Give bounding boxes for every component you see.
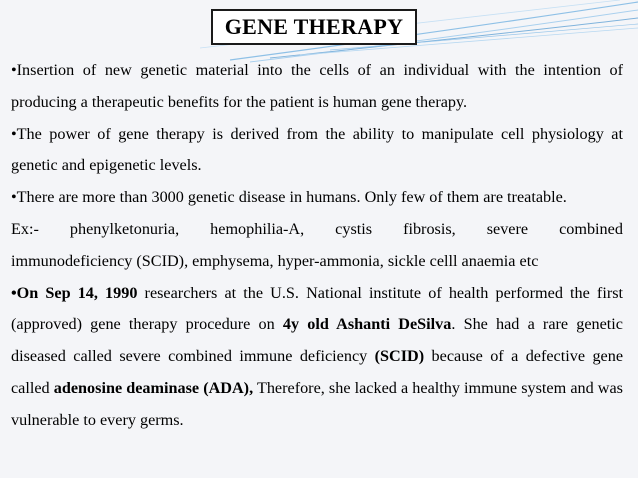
example-word: Ex:-: [11, 219, 39, 238]
scid-term: (SCID): [374, 347, 425, 366]
example-word: combined: [559, 219, 623, 238]
history-date: •On Sep 14, 1990: [11, 283, 138, 302]
examples-continued: immunodeficiency (SCID), emphysema, hyper-ammonia, sickle celll anaemia etc: [11, 251, 539, 270]
history-text: researchers at the U.S. National institute of health performed the first (approved) gene therapy procedure on: [11, 283, 624, 334]
example-word: severe: [486, 219, 529, 238]
paragraph-power: •The power of gene therapy is derived from the ability to manipulate cell physiology at genetic and epigenetic levels.: [11, 124, 623, 175]
history-text: . She had a rare genetic diseased called severe combined immune deficiency: [11, 315, 623, 366]
history-text: because of a defective gene called: [11, 347, 623, 397]
paragraph-insertion: •Insertion of new genetic material into the cells of an individual with the intention of producing a therapeutic benefits for the patient is human gene therapy.: [11, 61, 623, 111]
example-word: cystis: [335, 219, 373, 238]
example-word: phenylketonuria,: [69, 219, 180, 238]
slide-title: GENE THERAPY: [211, 9, 417, 45]
paragraph-history: [11, 278, 623, 437]
history-text: Therefore, she lacked a healthy immune system and was vulnerable to every germs.: [11, 378, 623, 429]
example-word: hemophilia-A,: [210, 219, 305, 238]
patient-name: 4y old Ashanti DeSilva: [282, 315, 452, 334]
example-word: fibrosis,: [403, 219, 456, 238]
ada-term: adenosine deaminase (ADA),: [53, 378, 254, 397]
slide-body: [11, 55, 623, 437]
examples-line: [11, 214, 623, 246]
paragraph-genetic-disease: •There are more than 3000 genetic disease in humans. Only few of them are treatable.: [11, 188, 567, 207]
